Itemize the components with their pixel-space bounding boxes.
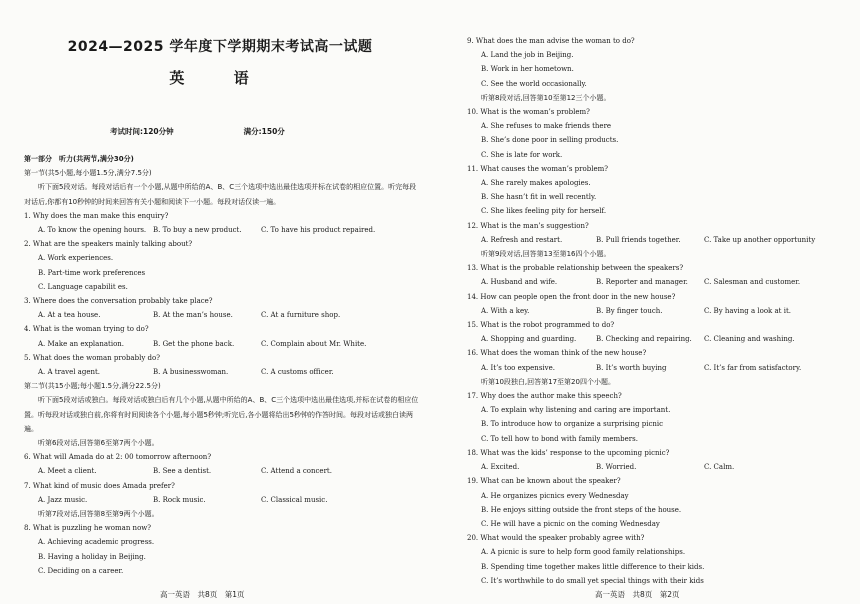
options-row <box>467 275 852 289</box>
option: A. Jazz music. <box>38 495 88 504</box>
page-footer: 高一英语 共8页 第1页 <box>160 590 245 599</box>
listening-note: 听第10段独白,回答第17至第20四个小题。 <box>481 377 615 386</box>
question: 14. How can people open the front door in the new house? <box>467 292 676 301</box>
option: C. Salesman and customer. <box>704 278 801 287</box>
option: B. He enjoys sitting outside the front steps of the house. <box>481 505 682 514</box>
option: B. Get the phone back. <box>153 339 235 348</box>
listening-note: 听第6段对话,回答第6至第7两个小题。 <box>38 439 159 448</box>
exam-title: 2024—2025 学年度下学期期末考试高一试题 <box>67 39 373 55</box>
options-row <box>467 361 852 375</box>
option: A. Husband and wife. <box>481 278 558 287</box>
option: C. She likes feeling pity for herself. <box>481 207 607 216</box>
option: A. Shopping and guarding. <box>481 335 577 344</box>
option: C. Complain about Mr. White. <box>261 339 367 348</box>
option: C. See the world occasionally. <box>481 79 587 88</box>
options-row <box>467 233 852 247</box>
question: 15. What is the robot programmed to do? <box>467 321 615 330</box>
option: C. It’s far from satisfactory. <box>704 363 802 372</box>
page-footer: 高一英语 共8页 第2页 <box>595 590 680 599</box>
option: C. He will have a picnic on the coming Wednesday <box>481 519 660 528</box>
option: A. A travel agent. <box>38 368 101 377</box>
option: B. To introduce how to organize a surprising picnic <box>481 420 664 429</box>
option: B. To buy a new product. <box>153 226 242 235</box>
exam-time: 考试时间:120分钟 <box>110 127 174 136</box>
option: A. A picnic is sure to help form good family relationships. <box>481 548 686 557</box>
option: B. A businesswoman. <box>153 368 229 377</box>
options-row <box>467 332 852 346</box>
question: 3. Where does the conversation probably take place? <box>24 297 213 306</box>
option: C. Classical music. <box>261 495 328 504</box>
question: 19. What can be known about the speaker? <box>467 477 621 486</box>
option: B. Spending time together makes little difference to their kids. <box>481 562 705 571</box>
question: 1. Why does the man make this enquiry? <box>24 211 169 220</box>
exam-score: 满分:150分 <box>243 127 285 136</box>
option: B. Pull friends together. <box>596 235 681 244</box>
option: C. Cleaning and washing. <box>704 335 795 344</box>
section-heading: 第二节(共15小题;每小题1.5分,满分22.5分) <box>24 382 161 391</box>
option: B. By finger touch. <box>596 306 663 315</box>
question: 12. What is the man’s suggestion? <box>467 221 589 230</box>
option: B. Having a holiday in Beijing. <box>38 552 146 561</box>
instructions: 听下面5段对话。每段对话后有一个小题,从题中所给的A、B、C三个选项中选出最佳选项并标在试卷的相应位置。听完每段对话后,你都有10秒钟的时间来回答有关小题和阅读下一小题。每段对话仅读一遍。 <box>24 183 417 206</box>
option: A. She rarely makes apologies. <box>481 179 591 188</box>
subject-title: 英 语 <box>169 69 271 87</box>
exam-meta <box>110 126 285 137</box>
question: 13. What is the probable relationship between the speakers? <box>467 264 684 273</box>
option: A. Excited. <box>481 463 520 472</box>
option: A. Achieving academic progress. <box>38 538 155 547</box>
option: C. It’s worthwhile to do small yet special things with their kids <box>481 576 704 585</box>
option: B. Checking and repairing. <box>596 335 692 344</box>
options-row <box>24 365 419 379</box>
option: C. By having a look at it. <box>704 306 791 315</box>
option: B. Worried. <box>596 463 637 472</box>
option: B. She hasn’t fit in well recently. <box>481 193 597 202</box>
options-row <box>24 464 419 478</box>
option: C. She is late for work. <box>481 150 563 159</box>
option: C. Calm. <box>704 463 735 472</box>
instructions: 听下面5段对话或独白。每段对话或独白后有几个小题,从题中所给的A、B、C三个选项中选出最佳选项,并标在试卷的相应位置。听每段对话或独白前,你将有时间阅读各个小题,每小题5秒钟;听完后,各小题将给出5秒钟的作答时间。每段对话或独白读两遍。 <box>24 396 419 433</box>
option: A. To explain why listening and caring are important. <box>481 406 671 415</box>
option: A. With a key. <box>481 306 530 315</box>
option: C. Language capabilit es. <box>38 282 128 291</box>
option: A. Make an explanation. <box>38 339 125 348</box>
option: A. She refuses to make friends there <box>481 122 612 131</box>
question: 9. What does the man advise the woman to do? <box>467 37 635 45</box>
option: A. Work experiences. <box>38 254 114 263</box>
option: C. To tell how to bond with family members. <box>481 434 638 443</box>
question: 5. What does the woman probably do? <box>24 353 160 362</box>
question: 8. What is puzzling he woman now? <box>24 524 152 533</box>
left-body <box>24 152 419 578</box>
section-heading: 第一节(共5小题,每小题1.5分,满分7.5分) <box>24 169 152 178</box>
option: C. Attend a concert. <box>261 467 332 476</box>
option: C. At a furniture shop. <box>261 311 341 320</box>
option: B. Work in her hometown. <box>481 65 574 74</box>
question: 16. What does the woman think of the new house? <box>467 349 647 358</box>
option: A. Land the job in Beijing. <box>481 51 574 60</box>
question: 17. Why does the author make this speech? <box>467 392 622 401</box>
option: B. At the man’s house. <box>153 311 233 320</box>
option: A. It’s too expensive. <box>481 363 555 372</box>
options-row <box>24 308 419 322</box>
page-right <box>430 0 860 604</box>
option: C. Deciding on a career. <box>38 566 124 575</box>
option: B. Reporter and manager. <box>596 278 688 287</box>
option: A. At a tea house. <box>38 311 101 320</box>
question: 10. What is the woman’s problem? <box>467 108 590 117</box>
option: B. Part-time work preferences <box>38 268 146 277</box>
options-row <box>467 460 852 474</box>
question: 6. What will Amada do at 2: 00 tomorrow afternoon? <box>24 453 212 462</box>
option: B. Rock music. <box>153 495 206 504</box>
question: 2. What are the speakers mainly talking about? <box>24 240 193 249</box>
option: A. Meet a client. <box>38 467 97 476</box>
option: B. It’s worth buying <box>596 363 667 372</box>
question: 4. What is the woman trying to do? <box>24 325 149 334</box>
option: A. Refresh and restart. <box>481 235 563 244</box>
listening-note: 听第9段对话,回答第13至第16四个小题。 <box>481 250 611 259</box>
options-row <box>24 223 419 237</box>
options-row <box>24 337 419 351</box>
part-heading: 第一部分 听力(共两节,满分30分) <box>24 155 134 163</box>
listening-note: 听第7段对话,回答第8至第9两个小题。 <box>38 510 159 519</box>
question: 20. What would the speaker probably agree with? <box>467 534 645 543</box>
option: A. To know the opening hours. <box>38 226 147 235</box>
options-row <box>467 304 852 318</box>
option: B. She’s done poor in selling products. <box>481 136 619 145</box>
question: 7. What kind of music does Amada prefer? <box>24 481 175 490</box>
right-body <box>467 34 852 588</box>
listening-note: 听第8段对话,回答第10至第12三个小题。 <box>481 93 611 102</box>
option: B. See a dentist. <box>153 467 212 476</box>
question: 18. What was the kids’ response to the upcoming picnic? <box>467 448 670 457</box>
question: 11. What causes the woman’s problem? <box>467 164 608 173</box>
option: C. To have his product repaired. <box>261 226 376 235</box>
option: A. He organizes picnics every Wednesday <box>481 491 629 500</box>
options-row <box>24 493 419 507</box>
option: C. Take up another opportunity <box>704 235 816 244</box>
option: C. A customs officer. <box>261 368 334 377</box>
